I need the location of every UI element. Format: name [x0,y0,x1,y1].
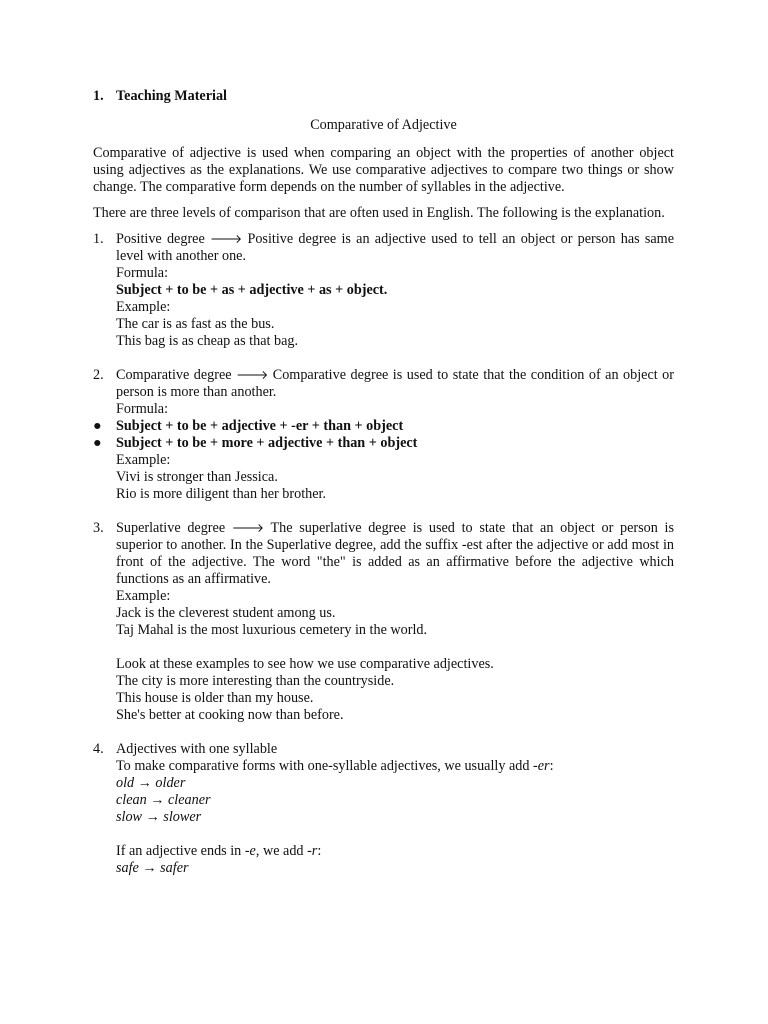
item-definition [116,367,674,401]
formula: Subject + to be + more + adjective + than + object [116,435,418,451]
rule-text: If an adjective ends in -e, we add -r: [116,843,322,859]
formula-bullet [93,418,674,435]
bullet-dot-icon: ● [93,418,102,434]
item-title: Adjectives with one syllable [116,741,278,757]
intro-paragraph: Comparative of adjective is used when comparing an object with the properties of another object using adjectives as the explanations. We use comparative adjectives to compare two things or show change. The comparative form depends on the number of syllables in the adjective. [93,145,674,195]
example-sentence: The car is as fast as the bus. [116,316,275,332]
list-item-positive-degree [93,231,674,350]
example-label: Example: [116,452,171,468]
item-number: 4. [93,741,104,757]
levels-paragraph: There are three levels of comparison that are often used in English. The following is the explanation. [93,205,665,221]
example-sentence: She's better at cooking now than before. [116,707,344,723]
comparative-examples [93,452,674,503]
item-definition [116,231,674,265]
definition-text: Positive degree is an adjective used to tell an object or person has same level with another one. [116,231,675,264]
definition-text: The superlative degree is used to state that an object or person is superior to another. In the Superlative degree, add the suffix -est after the adjective or add most in front of the adjective. The word "the" is added as an affirmative before the adjective which functions as an affirmative. [116,520,675,587]
list-item-comparative-degree [93,367,674,418]
formula-bullet [93,435,674,452]
example-sentence: Jack is the cleverest student among us. [116,605,336,621]
example-sentence: This bag is as cheap as that bag. [116,333,299,349]
list-item-one-syllable [93,741,674,877]
example-word-pair: old → older [116,775,186,791]
example-sentence: The city is more interesting than the countryside. [116,673,395,689]
term: Positive degree [116,231,205,247]
formula-label: Formula: [116,401,169,417]
example-label: Example: [116,588,171,604]
formula: Subject + to be + adjective + -er + than + object [116,418,404,434]
term: Superlative degree [116,520,226,536]
arrow-right-icon: 🡒 [236,368,269,382]
item-definition [116,520,674,588]
example-word-pair: slow → slower [116,809,202,825]
example-sentence: Vivi is stronger than Jessica. [116,469,278,485]
arrow-right-icon: 🡒 [210,232,243,246]
formula: Subject + to be + as + adjective + as + object. [116,282,388,298]
example-sentence: This house is older than my house. [116,690,314,706]
list-item-superlative-degree [93,520,674,724]
rule-text: To make comparative forms with one-syllable adjectives, we usually add -er: [116,758,554,774]
arrow-right-icon: 🡒 [231,521,265,535]
definition-text: Comparative degree is used to state that the condition of an object or person is more than another. [116,367,674,400]
example-sentence: Taj Mahal is the most luxurious cemetery in the world. [116,622,428,638]
example-label: Example: [116,299,171,315]
heading-text: Teaching Material [116,88,227,104]
formula-label: Formula: [116,265,169,281]
item-number: 3. [93,520,104,536]
example-word-pair: safe → safer [116,860,189,876]
document-body [93,88,674,877]
section-heading [93,88,674,105]
look-intro: Look at these examples to see how we use comparative adjectives. [116,656,494,672]
heading-number: 1. [93,88,104,104]
document-title: Comparative of Adjective [310,117,457,133]
example-word-pair: clean → cleaner [116,792,211,808]
item-number: 1. [93,231,104,247]
example-sentence: Rio is more diligent than her brother. [116,486,327,502]
item-number: 2. [93,367,104,383]
term: Comparative degree [116,367,232,383]
bullet-dot-icon: ● [93,435,102,451]
